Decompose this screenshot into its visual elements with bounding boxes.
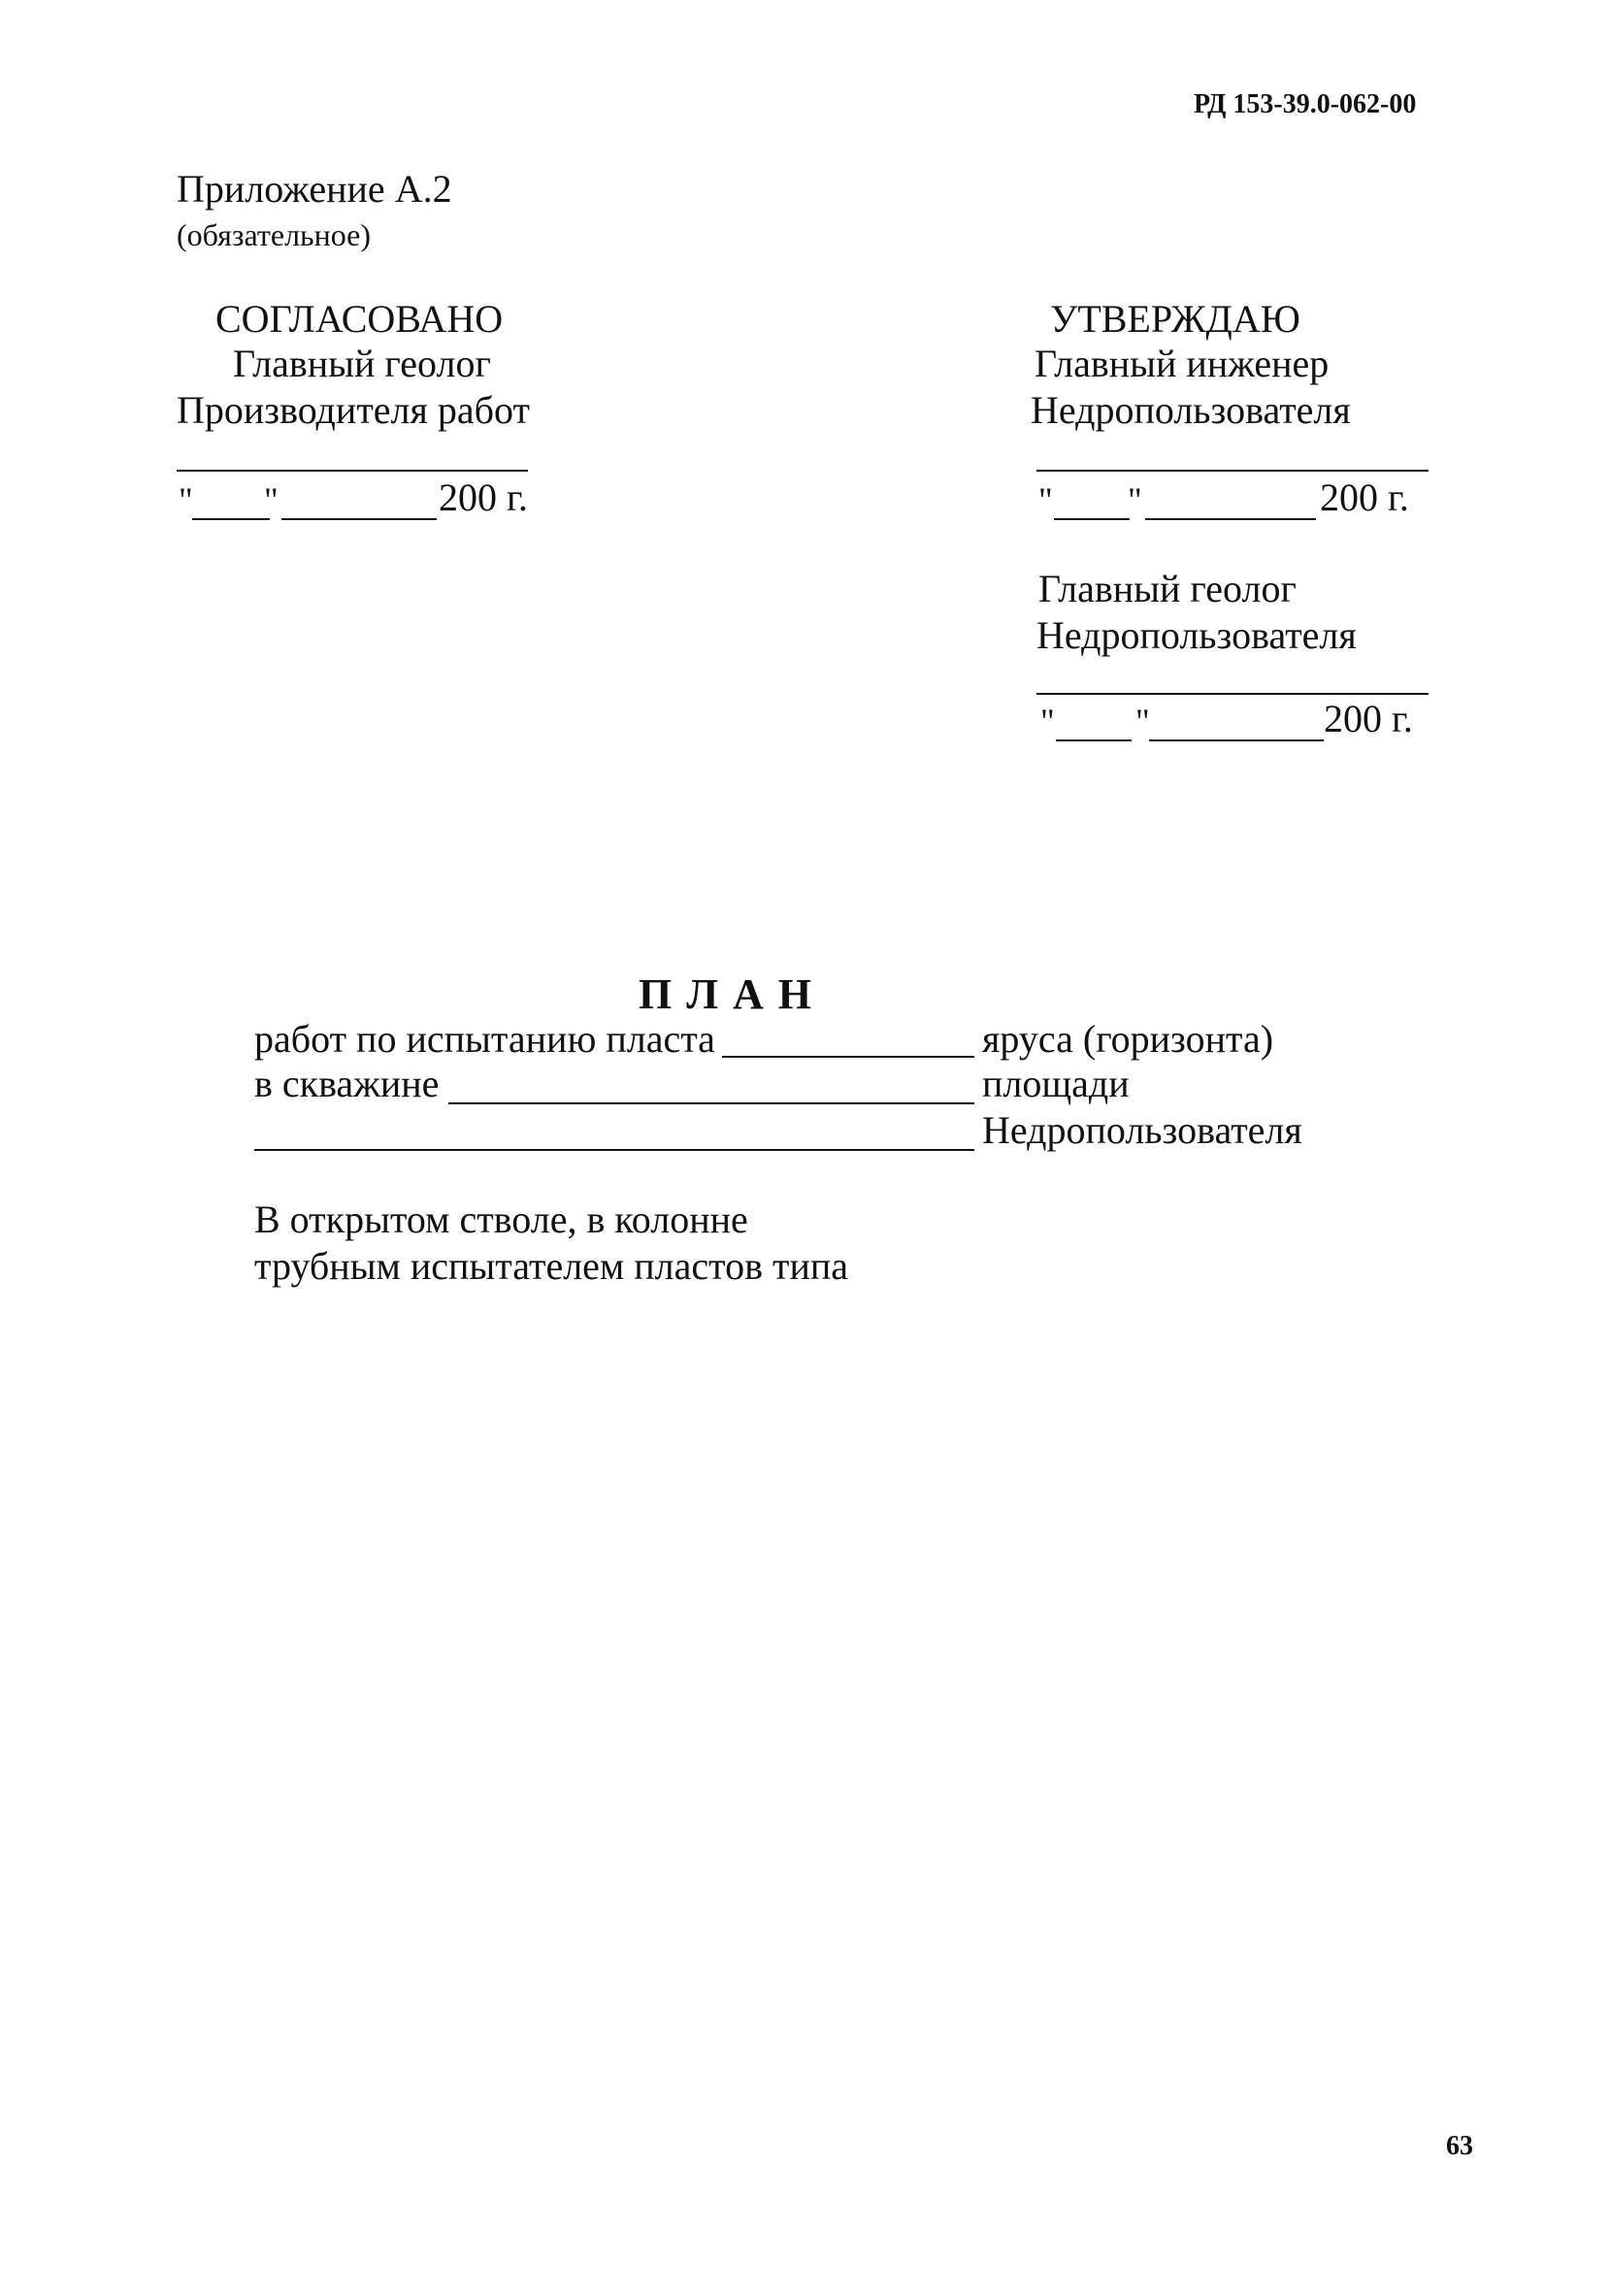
left-heading: СОГЛАСОВАНО <box>215 297 504 341</box>
right2-organization: Недропользователя <box>1036 613 1357 657</box>
plan-row2-suffix: площади <box>982 1062 1130 1105</box>
right2-day-line <box>1056 739 1132 741</box>
plan-row1-suffix: яруса (горизонта) <box>982 1017 1274 1061</box>
left-quote-close: " <box>264 480 279 519</box>
right2-position: Главный геолог <box>1038 567 1297 610</box>
plan-paragraph-1: В открытом стволе, в колонне <box>254 1197 748 1241</box>
right-signature-line <box>1036 470 1429 472</box>
plan-row1-blank <box>722 1056 974 1058</box>
plan-paragraph-2: трубным испытателем пластов типа <box>254 1244 849 1288</box>
right2-signature-line <box>1036 693 1429 695</box>
right-month-line <box>1145 518 1316 520</box>
page-number: 63 <box>1446 2131 1473 2161</box>
plan-row1-prefix: работ по испытанию пласта <box>254 1017 715 1061</box>
plan-title: П Л А Н <box>639 970 814 1018</box>
right-heading: УТВЕРЖДАЮ <box>1050 297 1300 341</box>
document-code: РД 153-39.0-062-00 <box>1194 89 1417 119</box>
plan-row3-suffix: Недропользователя <box>982 1108 1302 1152</box>
appendix-note: (обязательное) <box>177 217 371 252</box>
right2-year: 200 г. <box>1324 697 1413 740</box>
right-quote-close: " <box>1128 480 1142 519</box>
right-position: Главный инженер <box>1035 342 1330 385</box>
appendix-title: Приложение А.2 <box>177 167 452 211</box>
plan-row3-blank <box>254 1149 974 1151</box>
left-month-line <box>281 518 437 520</box>
plan-row2-prefix: в скважине <box>254 1062 440 1105</box>
right2-quote-close: " <box>1135 702 1150 740</box>
right-organization: Недропользователя <box>1031 388 1351 432</box>
left-day-line <box>192 518 270 520</box>
left-signature-line <box>177 470 528 472</box>
left-organization: Производителя работ <box>177 388 530 432</box>
left-quote-open: " <box>179 480 193 519</box>
right2-month-line <box>1149 739 1324 741</box>
right-day-line <box>1054 518 1130 520</box>
right-year: 200 г. <box>1320 476 1409 519</box>
right-quote-open: " <box>1038 480 1053 519</box>
plan-row2-blank <box>448 1102 974 1104</box>
left-position: Главный геолог <box>233 342 491 385</box>
left-year: 200 г. <box>439 476 528 519</box>
right2-quote-open: " <box>1040 702 1055 740</box>
